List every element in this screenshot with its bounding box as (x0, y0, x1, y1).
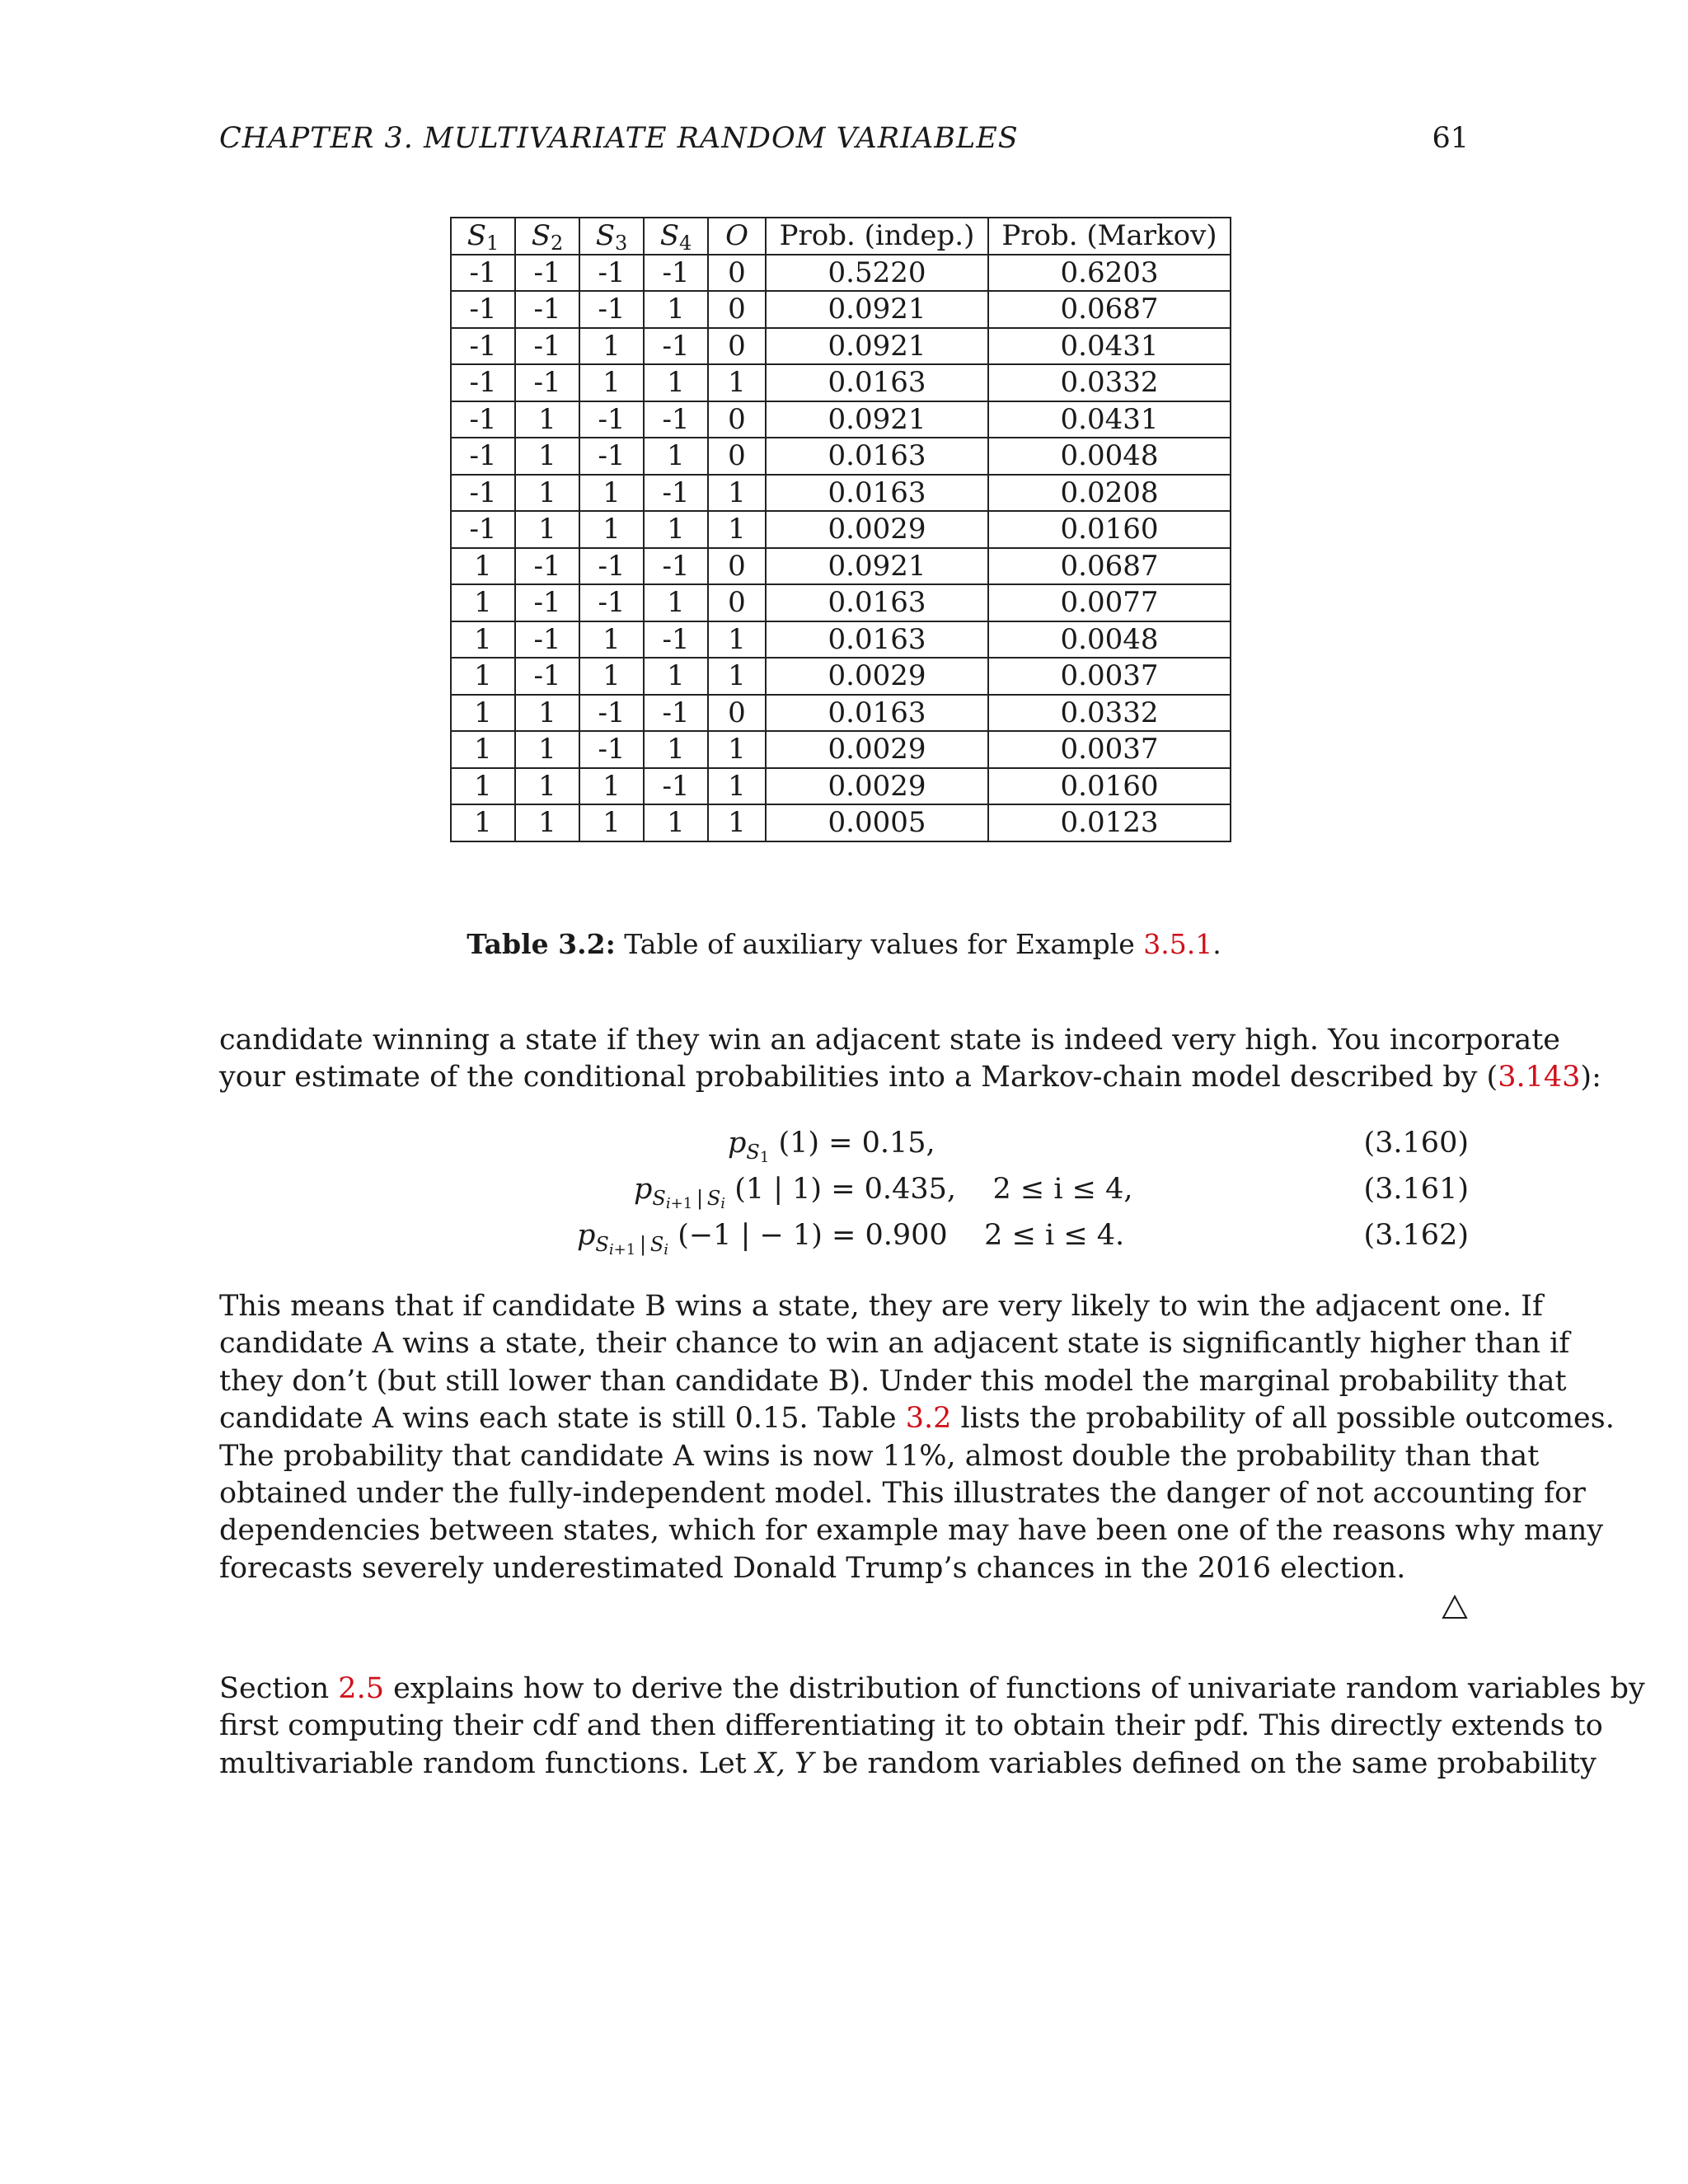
table-cell: -1 (515, 291, 579, 328)
table-cell: -1 (515, 548, 579, 585)
text-span: Section (219, 1672, 339, 1705)
table-cell: -1 (644, 255, 708, 292)
table-row (451, 475, 1231, 512)
table-cell: -1 (451, 401, 515, 438)
table-cell: -1 (579, 548, 644, 585)
running-header (219, 122, 1469, 163)
table-cell: -1 (515, 584, 579, 621)
table-cell: 1 (708, 621, 766, 658)
table-cell: 1 (644, 291, 708, 328)
table-cell: 0.0431 (988, 328, 1231, 365)
table-cell: 0.0208 (988, 475, 1231, 512)
math-variables: X, Y (755, 1746, 814, 1780)
table-cell: 1 (515, 511, 579, 548)
paragraph-markov-intro (219, 1022, 1601, 1097)
table-ref-link[interactable]: 3.2 (905, 1402, 952, 1436)
table-row (451, 548, 1231, 585)
text-line: they don’t (but still lower than candidate B). Under this model the marginal probability that (219, 1364, 1567, 1398)
table-cell: 0.6203 (988, 255, 1231, 292)
text-line: candidate winning a state if they win an adjacent state is indeed very high. You incorporate (219, 1024, 1560, 1057)
table-cell: -1 (515, 328, 579, 365)
table-cell: 0.0037 (988, 731, 1231, 768)
table-cell: 0.0163 (766, 695, 988, 732)
table-cell: -1 (451, 511, 515, 548)
table-cell: 1 (579, 511, 644, 548)
caption-example-ref[interactable]: 3.5.1 (1143, 928, 1213, 960)
table-cell: 0.5220 (766, 255, 988, 292)
paragraph-interpretation (219, 1288, 1615, 1587)
table-cell: 1 (708, 768, 766, 805)
table-cell: 0.0332 (988, 364, 1231, 401)
table-cell: 0 (708, 548, 766, 585)
table-cell: 1 (708, 804, 766, 841)
equation-rhs: (1) = 0.15, (778, 1127, 935, 1160)
col-header-prob-markov: Prob. (Markov) (988, 218, 1231, 255)
table-cell: -1 (515, 658, 579, 695)
table-cell: 1 (515, 695, 579, 732)
table-cell: 1 (451, 768, 515, 805)
table-cell: 0 (708, 584, 766, 621)
table-cell: 0.0163 (766, 475, 988, 512)
table-row (451, 328, 1231, 365)
col-header-s3: $S_3$ (579, 218, 644, 255)
table-cell: 0.0921 (766, 401, 988, 438)
table-cell: 1 (644, 364, 708, 401)
table-cell: 1 (644, 511, 708, 548)
equation-3-161: $p_{S_{i+1} | S_i}$ (1 | 1) = 0.435, 2 ≤ i ≤ 4, (634, 1173, 1133, 1212)
table-cell: 0.0687 (988, 291, 1231, 328)
table-cell: 1 (579, 658, 644, 695)
equation-condition: 2 ≤ i ≤ 4, (992, 1173, 1133, 1206)
table-cell: 1 (579, 328, 644, 365)
equation-number: (3.160) (1363, 1127, 1469, 1160)
table-cell: 1 (515, 438, 579, 475)
text-line (219, 1059, 1601, 1096)
table-row (451, 768, 1231, 805)
table-cell: -1 (579, 401, 644, 438)
table-row (451, 804, 1231, 841)
table-row (451, 364, 1231, 401)
text-line (219, 1400, 1615, 1437)
text-line: candidate A wins a state, their chance to win an adjacent state is significantly higher than if (219, 1327, 1570, 1361)
col-header-prob-indep: Prob. (indep.) (766, 218, 988, 255)
table-caption (0, 928, 1688, 960)
equation-condition: 2 ≤ i ≤ 4. (984, 1219, 1125, 1252)
page-number: 61 (1432, 122, 1469, 155)
equation-ref-link[interactable]: 3.143 (1498, 1061, 1581, 1094)
table-cell: -1 (579, 584, 644, 621)
table-row (451, 731, 1231, 768)
caption-text: Table of auxiliary values for Example (624, 928, 1135, 960)
table-cell: -1 (579, 695, 644, 732)
table-cell: 0.0029 (766, 731, 988, 768)
table-cell: 1 (451, 621, 515, 658)
table-cell: -1 (515, 621, 579, 658)
table-row (451, 695, 1231, 732)
table-cell: 0.0029 (766, 768, 988, 805)
table-cell: 1 (515, 768, 579, 805)
table-cell: 1 (579, 804, 644, 841)
table-cell: 0.0687 (988, 548, 1231, 585)
table-cell: -1 (644, 695, 708, 732)
table-cell: -1 (451, 255, 515, 292)
table-cell: 0.0005 (766, 804, 988, 841)
caption-label: Table 3.2: (467, 928, 616, 960)
table-cell: -1 (515, 255, 579, 292)
table-cell: 1 (451, 548, 515, 585)
text-line (219, 1671, 1645, 1708)
table-cell: 0.0163 (766, 364, 988, 401)
table-cell: 1 (515, 731, 579, 768)
table-cell: -1 (644, 475, 708, 512)
col-header-o: O (708, 218, 766, 255)
equation-rhs: (1 | 1) = 0.435, (734, 1173, 956, 1206)
equation-rhs: (−1 | − 1) = 0.900 (678, 1219, 948, 1252)
table-cell: -1 (644, 548, 708, 585)
table-cell: 0.0163 (766, 438, 988, 475)
table-cell: 1 (451, 584, 515, 621)
table-cell: 1 (708, 658, 766, 695)
table-cell: 1 (515, 804, 579, 841)
table-cell: 1 (644, 804, 708, 841)
table-cell: -1 (451, 364, 515, 401)
table-cell: 0.0037 (988, 658, 1231, 695)
table-row (451, 291, 1231, 328)
table-cell: 0.0160 (988, 768, 1231, 805)
table-cell: 1 (451, 695, 515, 732)
text-line: forecasts severely underestimated Donald Trump’s chances in the 2016 election. (219, 1551, 1406, 1585)
table-cell: -1 (451, 328, 515, 365)
table-cell: 1 (708, 511, 766, 548)
text-line: dependencies between states, which for example may have been one of the reasons why many (219, 1514, 1604, 1548)
table-cell: 1 (644, 584, 708, 621)
equation-3-160: $p_{S_1}$ (1) = 0.15, (728, 1127, 935, 1166)
text-span: your estimate of the conditional probabilities into a Markov-chain model described by ( (219, 1061, 1498, 1094)
table-header-row (451, 218, 1231, 255)
table-cell: -1 (579, 255, 644, 292)
col-header-s2: $S_2$ (515, 218, 579, 255)
table-cell: -1 (644, 328, 708, 365)
table-cell: 0.0029 (766, 511, 988, 548)
table-cell: 0.0921 (766, 328, 988, 365)
table-row (451, 511, 1231, 548)
table-cell: 0.0921 (766, 548, 988, 585)
auxiliary-values-table (450, 217, 1231, 842)
paragraph-functions (219, 1671, 1645, 1783)
text-span: multivariable random functions. Let (219, 1746, 756, 1780)
table-cell: 0.0431 (988, 401, 1231, 438)
text-span: explains how to derive the distribution of functions of univariate random variables by (383, 1672, 1645, 1705)
section-ref-link[interactable]: 2.5 (338, 1672, 384, 1705)
table-cell: -1 (579, 438, 644, 475)
table-cell: 0.0160 (988, 511, 1231, 548)
equation-number: (3.162) (1363, 1219, 1469, 1252)
table-cell: -1 (644, 621, 708, 658)
table-cell: 1 (708, 475, 766, 512)
text-line: This means that if candidate B wins a state, they are very likely to win the adjacent one. If (219, 1290, 1543, 1323)
table-cell: 0 (708, 695, 766, 732)
table-cell: 1 (515, 401, 579, 438)
col-header-s4: $S_4$ (644, 218, 708, 255)
table-cell: -1 (515, 364, 579, 401)
equation-number: (3.161) (1363, 1173, 1469, 1206)
table-cell: 0.0332 (988, 695, 1231, 732)
table-row (451, 438, 1231, 475)
text-line (219, 1746, 1597, 1783)
table-cell: 0.0123 (988, 804, 1231, 841)
table-cell: -1 (644, 768, 708, 805)
table-cell: 0 (708, 255, 766, 292)
table-cell: 1 (644, 731, 708, 768)
table-cell: 0 (708, 438, 766, 475)
table-cell: 1 (579, 364, 644, 401)
equation-3-162: $p_{S_{i+1} | S_i}$ (−1 | − 1) = 0.900 2 ≤ i ≤ 4. (577, 1219, 1125, 1258)
table-cell: 1 (451, 731, 515, 768)
table-row (451, 584, 1231, 621)
table-cell: -1 (644, 401, 708, 438)
table-cell: 0.0029 (766, 658, 988, 695)
text-line: obtained under the fully-independent model. This illustrates the danger of not accounting for (219, 1477, 1586, 1511)
text-line: The probability that candidate A wins is now 11%, almost double the probability than that (219, 1439, 1540, 1473)
table-cell: -1 (579, 291, 644, 328)
table-cell: 0.0163 (766, 621, 988, 658)
table-cell: 0.0077 (988, 584, 1231, 621)
text-line: first computing their cdf and then differentiating it to obtain their pdf. This directly extends to (219, 1709, 1603, 1743)
text-span: ): (1580, 1061, 1601, 1094)
end-of-example-triangle-icon (1441, 1594, 1469, 1620)
table-cell: -1 (451, 475, 515, 512)
table-cell: 1 (644, 658, 708, 695)
table-cell: 1 (579, 621, 644, 658)
table-cell: 1 (708, 364, 766, 401)
text-span: be random variables defined on the same probability (814, 1746, 1597, 1780)
table-cell: 1 (579, 475, 644, 512)
table-cell: 0.0921 (766, 291, 988, 328)
table-cell: -1 (451, 291, 515, 328)
table-row (451, 621, 1231, 658)
chapter-title: CHAPTER 3. MULTIVARIATE RANDOM VARIABLES (219, 122, 1019, 155)
table-cell: 1 (708, 731, 766, 768)
table-cell: 1 (451, 804, 515, 841)
caption-period: . (1212, 928, 1221, 960)
table-cell: 1 (451, 658, 515, 695)
table-cell: 1 (579, 768, 644, 805)
text-span: lists the probability of all possible outcomes. (951, 1402, 1615, 1436)
table-cell: 0 (708, 401, 766, 438)
table-cell: -1 (451, 438, 515, 475)
table-cell: 0 (708, 291, 766, 328)
table-cell: 0.0048 (988, 621, 1231, 658)
table-cell: 1 (644, 438, 708, 475)
table-cell: 1 (515, 475, 579, 512)
text-span: candidate A wins each state is still 0.15. Table (219, 1402, 906, 1436)
table-cell: -1 (579, 731, 644, 768)
table-row (451, 255, 1231, 292)
table-cell: 0 (708, 328, 766, 365)
table-cell: 0.0163 (766, 584, 988, 621)
table-cell: 0.0048 (988, 438, 1231, 475)
table-row (451, 658, 1231, 695)
col-header-s1: $S_1$ (451, 218, 515, 255)
table-row (451, 401, 1231, 438)
